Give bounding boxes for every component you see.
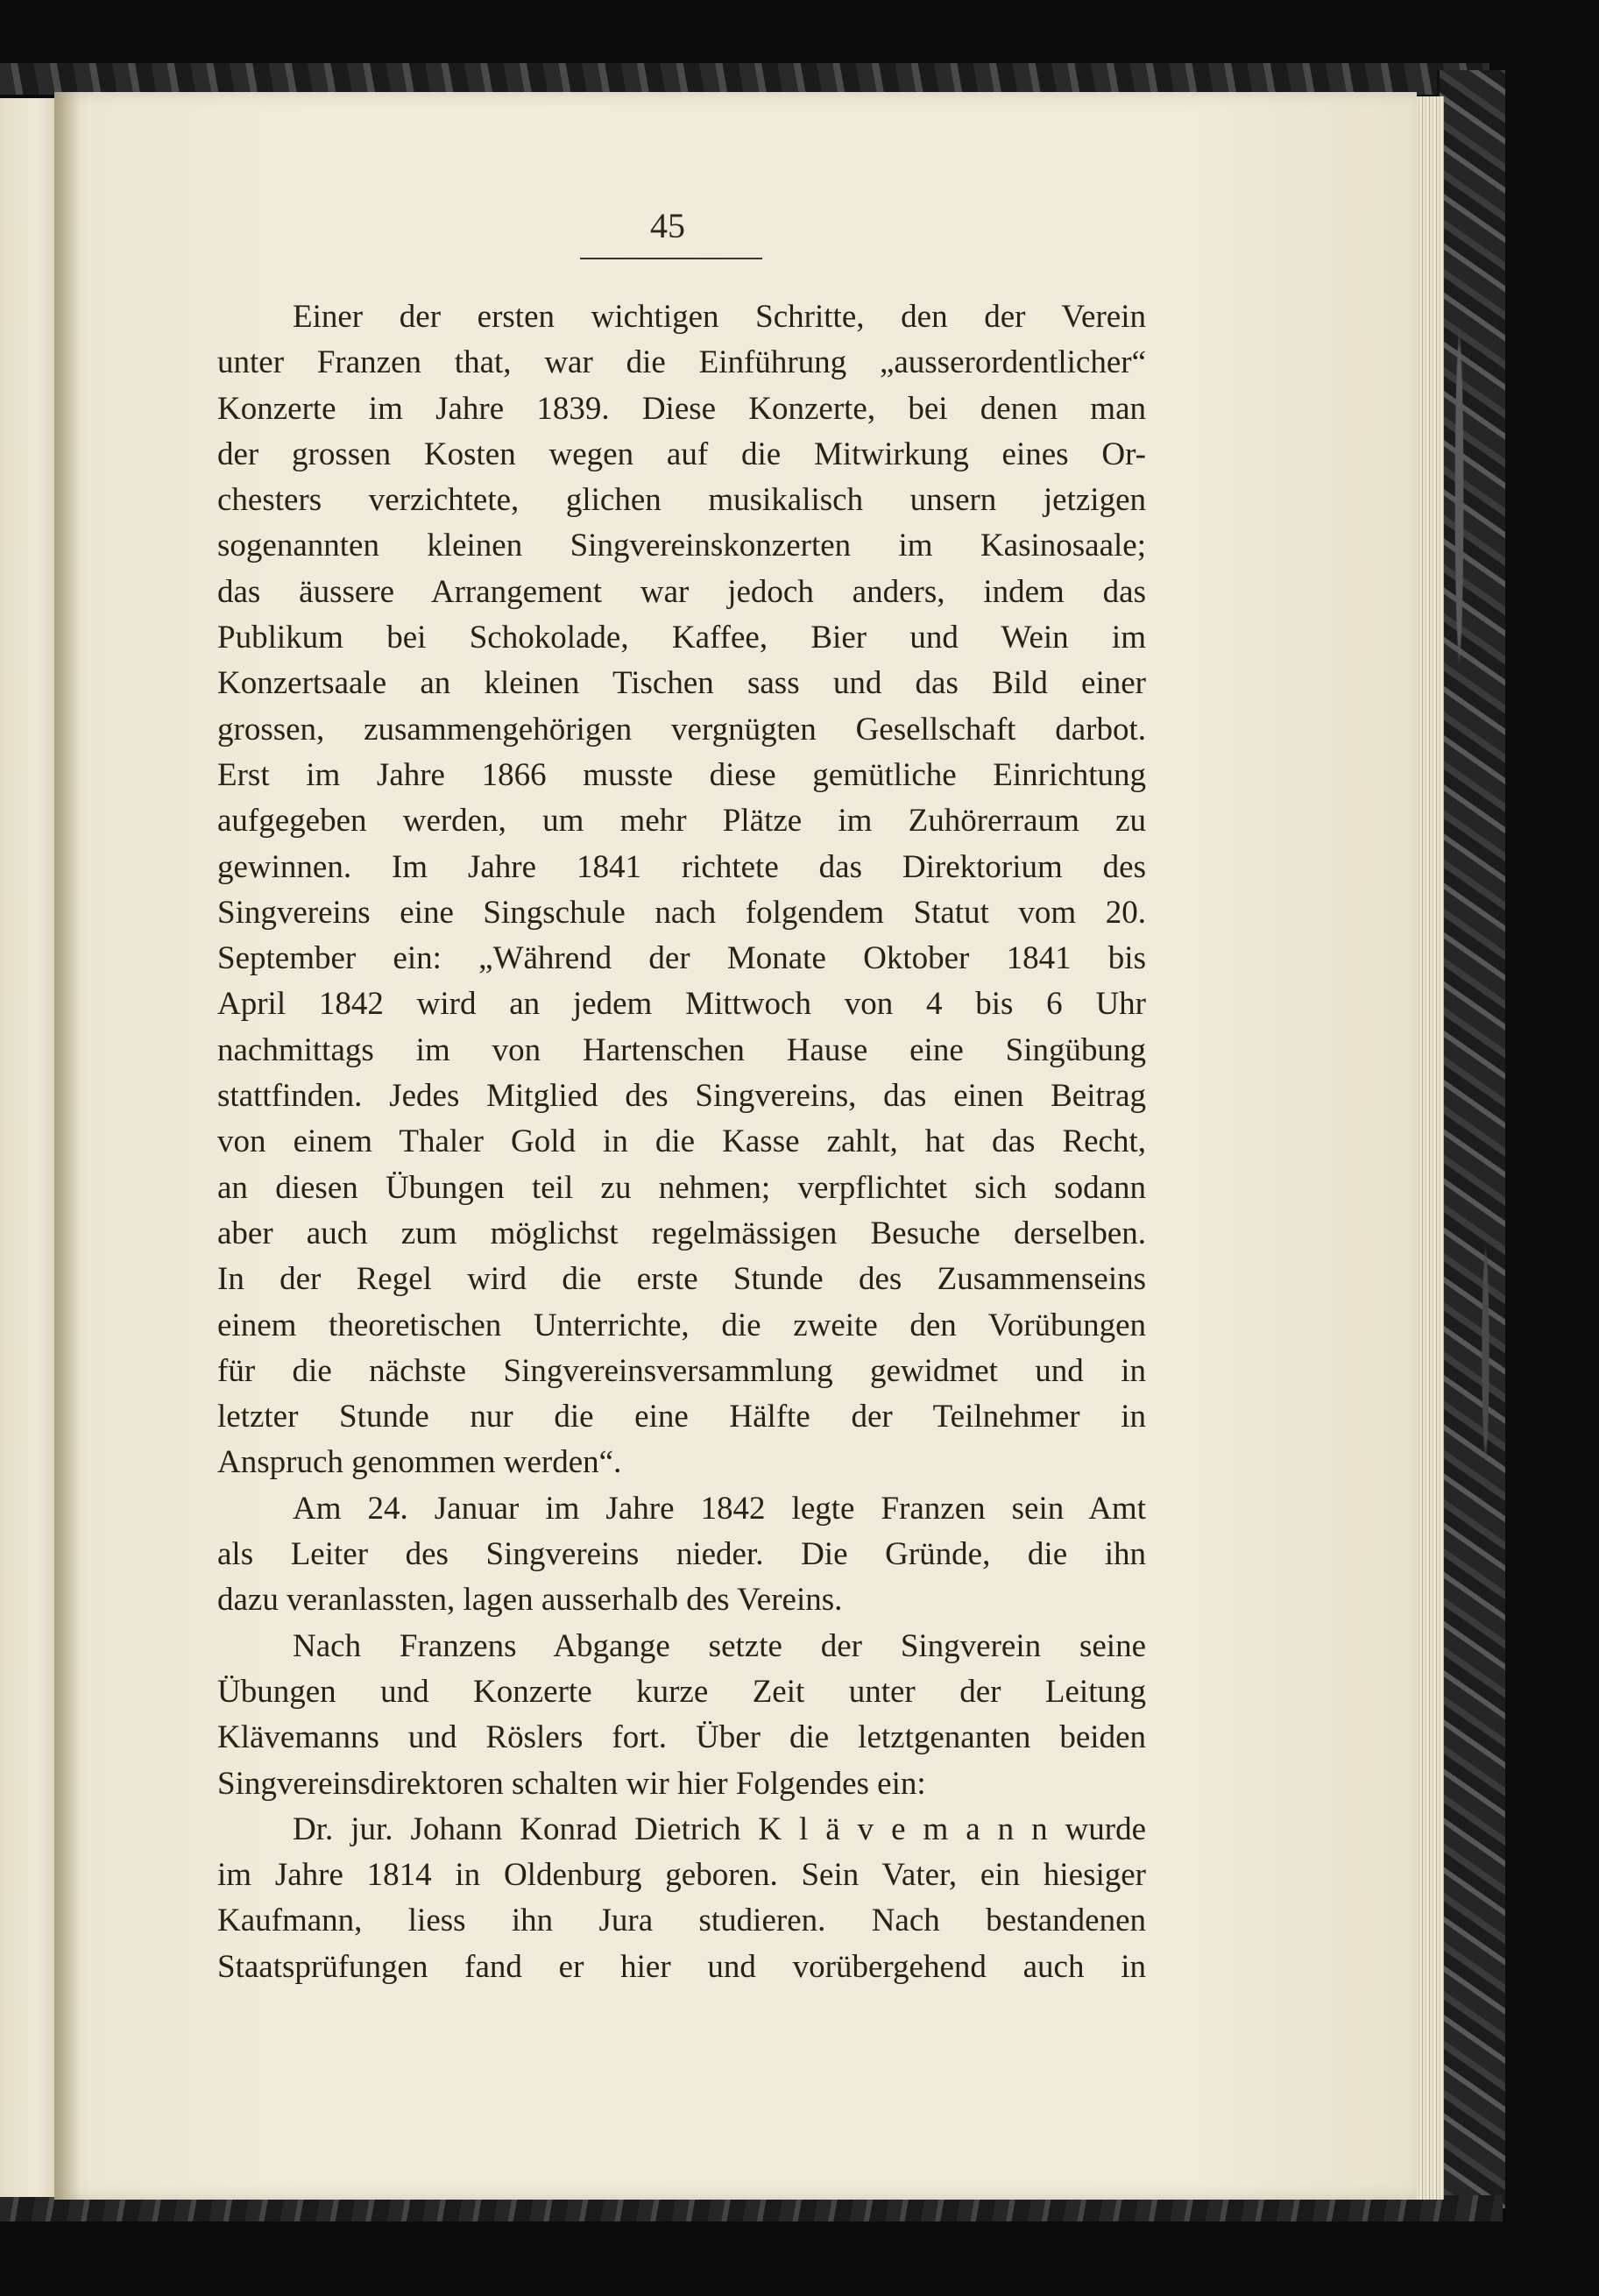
text-line: Konzertsaale an kleinen Tischen sass und das Bild einer xyxy=(217,665,1146,702)
text-line: Staatsprüfungen fand er hier und vorübergehend auch in xyxy=(217,1948,1146,1985)
text-line: stattfinden. Jedes Mitglied des Singvereins, das einen Beitrag xyxy=(217,1078,1146,1115)
text-line: Publikum bei Schokolade, Kaffee, Bier und Wein im xyxy=(217,620,1146,656)
text-line: aufgegeben werden, um mehr Plätze im Zuhörerraum zu xyxy=(217,803,1146,840)
text-line: dazu veranlassten, lagen ausserhalb des Vereins. xyxy=(217,1582,843,1619)
text-line: Konzerte im Jahre 1839. Diese Konzerte, bei denen man xyxy=(217,390,1146,427)
marbled-cover xyxy=(1437,70,1505,2208)
text-line: nachmittags im von Hartenschen Hause eine Singübung xyxy=(217,1031,1146,1068)
text-line: Singvereinsdirektoren schalten wir hier Folgendes ein: xyxy=(217,1765,926,1802)
text-line: In der Regel wird die erste Stunde des Zusammenseins xyxy=(217,1261,1146,1298)
text-line: Dr. jur. Johann Konrad Dietrich K l ä v e m a n n wurde xyxy=(293,1811,1146,1847)
text-line: von einem Thaler Gold in die Kasse zahlt, hat das Recht, xyxy=(217,1123,1146,1160)
text-line: letzter Stunde nur die eine Hälfte der Teilnehmer in xyxy=(217,1399,1146,1435)
facing-page-edge xyxy=(0,98,61,2197)
text-line: unter Franzen that, war die Einführung „ausserordentlicher“ xyxy=(217,344,1146,381)
text-line: Anspruch genommen werden“. xyxy=(217,1444,622,1481)
text-line: sogenannten kleinen Singvereinskonzerten im Kasinosaale; xyxy=(217,528,1146,564)
text-line: April 1842 wird an jedem Mittwoch von 4 bis 6 Uhr xyxy=(217,986,1146,1023)
page-gutter-shadow xyxy=(54,92,81,2200)
text-line: Klävemanns und Röslers fort. Über die letztgenanten beiden xyxy=(217,1719,1146,1756)
text-line: für die nächste Singvereinsversammlung gewidmet und in xyxy=(217,1352,1146,1389)
text-line: Singvereins eine Singschule nach folgendem Statut vom 20. xyxy=(217,894,1146,931)
text-line: im Jahre 1814 in Oldenburg geboren. Sein Vater, ein hiesiger xyxy=(217,1857,1146,1894)
book-cover-top xyxy=(0,63,1489,95)
text-line: Am 24. Januar im Jahre 1842 legte Franzen sein Amt xyxy=(293,1490,1146,1527)
text-line: Erst im Jahre 1866 musste diese gemütliche Einrichtung xyxy=(217,756,1146,793)
text-line: aber auch zum möglichst regelmässigen Besuche derselben. xyxy=(217,1215,1146,1251)
text-line: das äussere Arrangement war jedoch anders, indem das xyxy=(217,573,1146,610)
body-text xyxy=(217,294,1146,1990)
text-line: Übungen und Konzerte kurze Zeit unter der Leitung xyxy=(217,1673,1146,1710)
text-line: an diesen Übungen teil zu nehmen; verpflichtet sich sodann xyxy=(217,1169,1146,1206)
page-number: 45 xyxy=(650,206,685,245)
text-line: der grossen Kosten wegen auf die Mitwirkung eines Or- xyxy=(217,436,1146,472)
text-line: Kaufmann, liess ihn Jura studieren. Nach bestandenen xyxy=(217,1903,1146,1939)
text-line: einem theoretischen Unterrichte, die zweite den Vorübungen xyxy=(217,1307,1146,1343)
text-line: September ein: „Während der Monate Oktober 1841 bis xyxy=(217,940,1146,977)
text-line: gewinnen. Im Jahre 1841 richtete das Direktorium des xyxy=(217,848,1146,885)
text-line: Einer der ersten wichtigen Schritte, den der Verein xyxy=(293,299,1146,335)
text-line: grossen, zusammengehörigen vergnügten Gesellschaft darbot. xyxy=(217,711,1146,748)
text-line: chesters verzichtete, glichen musikalisch unsern jetzigen xyxy=(217,482,1146,519)
text-line: als Leiter des Singvereins nieder. Die Gründe, die ihn xyxy=(217,1536,1146,1573)
header-rule xyxy=(580,258,762,259)
text-line: Nach Franzens Abgange setzte der Singverein seine xyxy=(293,1627,1146,1664)
